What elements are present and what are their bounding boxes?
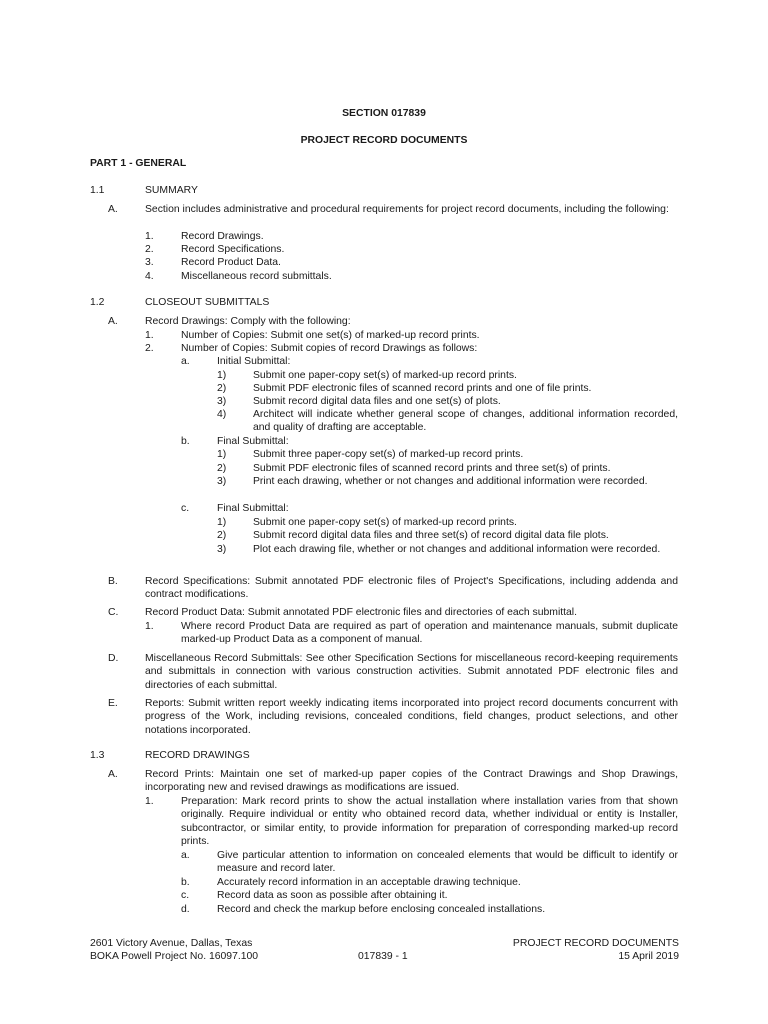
sublist-heading: Initial Submittal:	[217, 356, 291, 367]
article-number: 1.3	[90, 750, 105, 761]
footer-document-title: PROJECT RECORD DOCUMENTS	[512, 938, 679, 949]
item-number: 2)	[217, 383, 227, 394]
list-number: 3.	[145, 257, 154, 268]
paragraph-label: A.	[108, 316, 118, 327]
paragraph-label: B.	[108, 576, 118, 587]
list-number: 1.	[145, 330, 154, 341]
list-item: Number of Copies: Submit one set(s) of marked-up record prints.	[181, 330, 480, 341]
paragraph-label: A.	[108, 769, 118, 780]
paragraph-text: Miscellaneous Record Submittals: See other Specification Sections for miscellaneous record-keeping requirements and submittals in connection with various construction activities. Submit annotated PDF electronic files and directories of each submittal.	[145, 653, 678, 691]
item-number: 4)	[217, 409, 227, 420]
sublist-label: b.	[181, 436, 190, 447]
item-text: Plot each drawing file, whether or not changes and additional information were recorded.	[253, 544, 661, 555]
list-item: Record Specifications.	[181, 244, 285, 255]
section-number: SECTION 017839	[342, 108, 426, 119]
list-item: Preparation: Mark record prints to show the actual installation where installation varies from that shown originally. Require individual or entity who obtained record data, whether individual or entity is Installer, subcontractor, or similar entity, to provide information for preparation of corresponding marked-up record prints.	[181, 796, 678, 848]
item-number: 3)	[217, 544, 227, 555]
list-item: Miscellaneous record submittals.	[181, 271, 332, 282]
item-number: 1)	[217, 370, 227, 381]
paragraph-text: Section includes administrative and procedural requirements for project record documents, including the following:	[145, 204, 669, 215]
item-text: Submit record digital data files and one set(s) of plots.	[253, 396, 501, 407]
footer-date: 15 April 2019	[618, 951, 679, 962]
item-number: 1)	[217, 517, 227, 528]
article-title: CLOSEOUT SUBMITTALS	[145, 297, 270, 308]
item-text: Submit record digital data files and three set(s) of record digital data file plots.	[253, 530, 609, 541]
article-number: 1.2	[90, 297, 105, 308]
article-title: RECORD DRAWINGS	[145, 750, 250, 761]
item-number: 3)	[217, 396, 227, 407]
item-number: 3)	[217, 476, 227, 487]
sublist-text: Record data as soon as possible after obtaining it.	[217, 890, 448, 901]
paragraph-text: Record Drawings: Comply with the following:	[145, 316, 351, 327]
article-number: 1.1	[90, 185, 105, 196]
list-number: 1.	[145, 796, 154, 807]
list-number: 1.	[145, 621, 154, 632]
list-item: Record Drawings.	[181, 231, 264, 242]
list-number: 4.	[145, 271, 154, 282]
list-item: Where record Product Data are required as part of operation and maintenance manuals, submit duplicate marked-up Product Data as a component of manual.	[181, 621, 678, 646]
item-text: Submit one paper-copy set(s) of marked-up record prints.	[253, 370, 517, 381]
paragraph-text: Record Product Data: Submit annotated PDF electronic files and directories of each submittal.	[145, 607, 578, 618]
footer-page-number: 017839 - 1	[358, 951, 408, 962]
article-title: SUMMARY	[145, 185, 198, 196]
paragraph-text: Reports: Submit written report weekly indicating items incorporated into project record documents concurrent with progress of the Work, including revisions, concealed conditions, field changes, product selections, and other notations incorporated.	[145, 698, 678, 736]
paragraph-label: A.	[108, 204, 118, 215]
item-number: 2)	[217, 530, 227, 541]
footer-project-number: BOKA Powell Project No. 16097.100	[90, 951, 259, 962]
sublist-text: Give particular attention to information on concealed elements that would be difficult to identify or measure and record later.	[217, 850, 678, 875]
paragraph-text: Record Prints: Maintain one set of marked-up paper copies of the Contract Drawings and Shop Drawings, incorporating new and revised drawings as modifications are issued.	[145, 769, 678, 794]
list-item: Record Product Data.	[181, 257, 281, 268]
sublist-label: b.	[181, 877, 190, 888]
sublist-label: a.	[181, 850, 190, 861]
part-title: PART 1 - GENERAL	[90, 158, 187, 169]
sublist-text: Record and check the markup before enclosing concealed installations.	[217, 904, 546, 915]
paragraph-label: E.	[108, 698, 118, 709]
item-text: Submit one paper-copy set(s) of marked-up record prints.	[253, 517, 517, 528]
item-text: Submit PDF electronic files of scanned record prints and one of file prints.	[253, 383, 592, 394]
item-text: Architect will indicate whether general scope of changes, additional information recorded, and quality of drafting are acceptable.	[253, 409, 678, 434]
sublist-label: a.	[181, 356, 190, 367]
list-number: 2.	[145, 343, 154, 354]
list-item: Number of Copies: Submit copies of record Drawings as follows:	[181, 343, 478, 354]
paragraph-text: Record Specifications: Submit annotated PDF electronic files of Project's Specifications, including addenda and contract modifications.	[145, 576, 678, 601]
footer-address: 2601 Victory Avenue, Dallas, Texas	[90, 938, 253, 949]
sublist-text: Accurately record information in an acceptable drawing technique.	[217, 877, 521, 888]
sublist-label: c.	[181, 890, 190, 901]
sublist-heading: Final Submittal:	[217, 503, 289, 514]
list-number: 1.	[145, 231, 154, 242]
list-number: 2.	[145, 244, 154, 255]
paragraph-label: C.	[108, 607, 119, 618]
item-number: 2)	[217, 463, 227, 474]
paragraph-label: D.	[108, 653, 119, 664]
sublist-heading: Final Submittal:	[217, 436, 289, 447]
sublist-label: c.	[181, 503, 190, 514]
item-text: Submit three paper-copy set(s) of marked-up record prints.	[253, 449, 524, 460]
sublist-label: d.	[181, 904, 190, 915]
section-title: PROJECT RECORD DOCUMENTS	[300, 135, 468, 146]
item-text: Submit PDF electronic files of scanned record prints and three set(s) of prints.	[253, 463, 611, 474]
item-number: 1)	[217, 449, 227, 460]
item-text: Print each drawing, whether or not changes and additional information were recorded.	[253, 476, 648, 487]
